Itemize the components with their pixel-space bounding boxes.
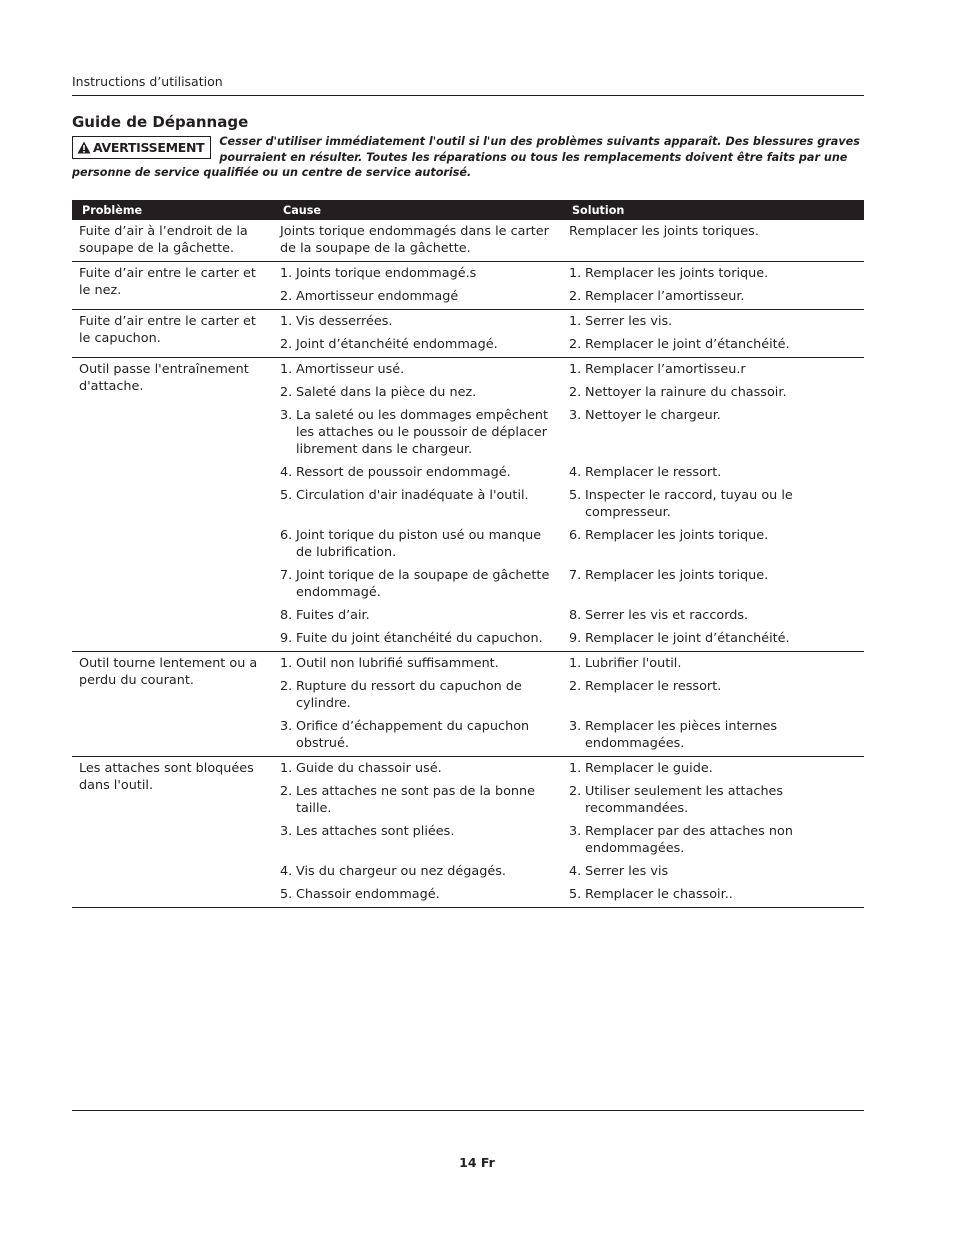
item-text: Rupture du ressort du capuchon de cylindre. [296,679,522,711]
solution-cell [562,358,864,652]
solution-cell [562,757,864,908]
list-item [280,336,558,353]
item-text: Nettoyer le chargeur. [585,408,721,423]
list-item [280,607,558,624]
cause-cell [273,220,562,262]
list-item [280,527,558,561]
item-text: Les attaches ne sont pas de la bonne taille. [296,784,536,816]
list-item [569,783,860,817]
item-number: 6. [569,528,582,543]
item-text: Circulation d'air inadéquate à l'outil. [296,488,529,503]
list-item [569,223,860,257]
list-item [280,361,558,378]
table-row [72,757,864,908]
running-header: Instructions d’utilisation [72,74,223,89]
item-number: 4. [280,864,293,879]
item-text: Remplacer le ressort. [585,679,722,694]
item-text: Remplacer l’amortisseu.r [585,362,746,377]
list-item [280,265,558,282]
list-item [280,678,558,712]
problem-cell: Fuite d’air entre le carter et le capuchon. [72,310,273,358]
list-item [569,607,860,624]
item-number: 2. [569,337,582,352]
item-text: Inspecter le raccord, tuyau ou le compresseur. [585,488,793,520]
item-text: Fuites d’air. [296,608,370,623]
item-number: 5. [280,488,293,503]
item-number: 3. [569,824,582,839]
list-item [569,336,860,353]
list-item [569,863,860,880]
list-item [280,863,558,880]
item-text: Joints torique endommagé.s [296,266,477,281]
table-row [72,262,864,310]
item-text: Serrer les vis [585,864,669,879]
item-text: Joint torique de la soupape de gâchette endommagé. [296,568,550,600]
item-number: 1. [280,266,293,281]
list-item [280,384,558,401]
table-row [72,310,864,358]
item-number: 2. [569,385,582,400]
list-item [569,487,860,521]
table-row [72,652,864,757]
footer-rule [72,1110,864,1111]
list-item [280,464,558,481]
item-number: 1. [569,314,582,329]
item-number: 3. [569,408,582,423]
item-text: Serrer les vis et raccords. [585,608,749,623]
item-text: Joints torique endommagés dans le carter de la soupape de la gâchette. [280,224,549,256]
list-item [569,361,860,378]
list-item [569,760,860,777]
cause-cell [273,262,562,310]
item-text: Nettoyer la rainure du chassoir. [585,385,787,400]
item-number: 2. [569,784,582,799]
item-number: 9. [569,631,582,646]
item-text: Fuite du joint étanchéité du capuchon. [296,631,543,646]
warning-triangle-icon [77,141,91,154]
item-number: 4. [569,465,582,480]
item-text: Lubrifier l'outil. [585,656,682,671]
item-text: Ressort de poussoir endommagé. [296,465,511,480]
solution-cell [562,652,864,757]
solution-cell [562,220,864,262]
item-text: Joint torique du piston usé ou manque de lubrification. [296,528,542,560]
list-item [569,630,860,647]
warning-badge [72,136,211,159]
item-text: Serrer les vis. [585,314,673,329]
item-number: 4. [280,465,293,480]
page-number: 14 Fr [459,1155,495,1170]
item-number: 6. [280,528,293,543]
item-number: 9. [280,631,293,646]
list-item [569,265,860,282]
item-text: Amortisseur endommagé [296,289,459,304]
item-text: Remplacer par des attaches non endommagées. [585,824,793,856]
item-text: Remplacer les joints torique. [585,266,769,281]
item-text: Remplacer le joint d’étanchéité. [585,631,790,646]
warning-text: Cesser d'utiliser immédiatement l'outil si l'un des problèmes suivants apparaît. Des blessures graves pourraient en résulter. Toutes les réparations ou tous les remplacements doivent être faits par une personne de service qualifiée ou un centre de service autorisé. [72,135,860,179]
table-row [72,220,864,262]
item-text: Outil non lubrifié suffisamment. [296,656,499,671]
item-text: Remplacer les joints torique. [585,528,769,543]
item-text: Remplacer l’amortisseur. [585,289,745,304]
item-text: Saleté dans la pièce du nez. [296,385,477,400]
item-number: 1. [569,656,582,671]
item-number: 1. [569,362,582,377]
list-item [280,487,558,521]
cause-cell [273,310,562,358]
item-text: La saleté ou les dommages empêchent les attaches ou le poussoir de déplacer librement dans le chargeur. [296,408,549,457]
problem-cell: Outil passe l'entraînement d'attache. [72,358,273,652]
item-text: Remplacer les pièces internes endommagées. [585,719,778,751]
item-text: Chassoir endommagé. [296,887,440,902]
list-item [569,886,860,903]
list-item [280,407,558,458]
item-text: Amortisseur usé. [296,362,405,377]
item-number: 7. [569,568,582,583]
problem-cell: Fuite d’air à l’endroit de la soupape de la gâchette. [72,220,273,262]
list-item [569,678,860,712]
list-item [280,783,558,817]
table-header-row [72,200,864,220]
item-number: 1. [280,761,293,776]
item-text: Remplacer les joints torique. [585,568,769,583]
list-item [569,407,860,458]
item-number: 3. [280,719,293,734]
problem-cell: Outil tourne lentement ou a perdu du courant. [72,652,273,757]
list-item [280,760,558,777]
solution-cell [562,262,864,310]
item-number: 5. [569,488,582,503]
list-item [569,288,860,305]
item-text: Les attaches sont pliées. [296,824,455,839]
item-text: Remplacer le chassoir.. [585,887,733,902]
list-item [280,718,558,752]
item-number: 4. [569,864,582,879]
item-number: 1. [280,314,293,329]
item-number: 1. [569,266,582,281]
item-text: Remplacer le joint d’étanchéité. [585,337,790,352]
cause-cell [273,652,562,757]
item-text: Vis du chargeur ou nez dégagés. [296,864,506,879]
list-item [280,630,558,647]
item-number: 8. [280,608,293,623]
item-number: 2. [280,385,293,400]
item-number: 8. [569,608,582,623]
header-rule [72,95,864,96]
problem-cell: Les attaches sont bloquées dans l'outil. [72,757,273,908]
solution-cell [562,310,864,358]
item-number: 2. [569,679,582,694]
table-row [72,358,864,652]
cause-cell [273,757,562,908]
list-item [569,718,860,752]
item-number: 2. [280,679,293,694]
item-number: 2. [280,784,293,799]
item-number: 3. [569,719,582,734]
item-text: Joint d’étanchéité endommagé. [296,337,498,352]
table-body [72,220,864,908]
header-problem: Problème [72,200,273,220]
item-number: 7. [280,568,293,583]
list-item [280,313,558,330]
list-item [569,384,860,401]
item-number: 1. [280,362,293,377]
list-item [569,464,860,481]
troubleshooting-table [72,200,864,908]
item-text: Guide du chassoir usé. [296,761,442,776]
list-item [280,288,558,305]
page-title: Guide de Dépannage [72,113,249,131]
item-number: 5. [569,887,582,902]
item-number: 5. [280,887,293,902]
problem-cell: Fuite d’air entre le carter et le nez. [72,262,273,310]
item-text: Remplacer le ressort. [585,465,722,480]
header-cause: Cause [273,200,562,220]
cause-cell [273,358,562,652]
list-item [280,655,558,672]
list-item [569,655,860,672]
item-text: Remplacer le guide. [585,761,713,776]
warning-badge-label: AVERTISSEMENT [93,140,205,155]
list-item [280,567,558,601]
list-item [569,823,860,857]
item-text: Orifice d’échappement du capuchon obstrué. [296,719,530,751]
header-solution: Solution [562,200,864,220]
list-item [280,223,558,257]
list-item [569,567,860,601]
item-number: 2. [280,289,293,304]
list-item [569,527,860,561]
item-text: Vis desserrées. [296,314,393,329]
item-text: Remplacer les joints toriques. [569,224,759,239]
item-text: Utiliser seulement les attaches recommandées. [585,784,784,816]
item-number: 1. [569,761,582,776]
item-number: 3. [280,824,293,839]
list-item [569,313,860,330]
warning-block [72,134,864,181]
item-number: 2. [280,337,293,352]
item-number: 1. [280,656,293,671]
list-item [280,823,558,857]
item-number: 3. [280,408,293,423]
item-number: 2. [569,289,582,304]
list-item [280,886,558,903]
